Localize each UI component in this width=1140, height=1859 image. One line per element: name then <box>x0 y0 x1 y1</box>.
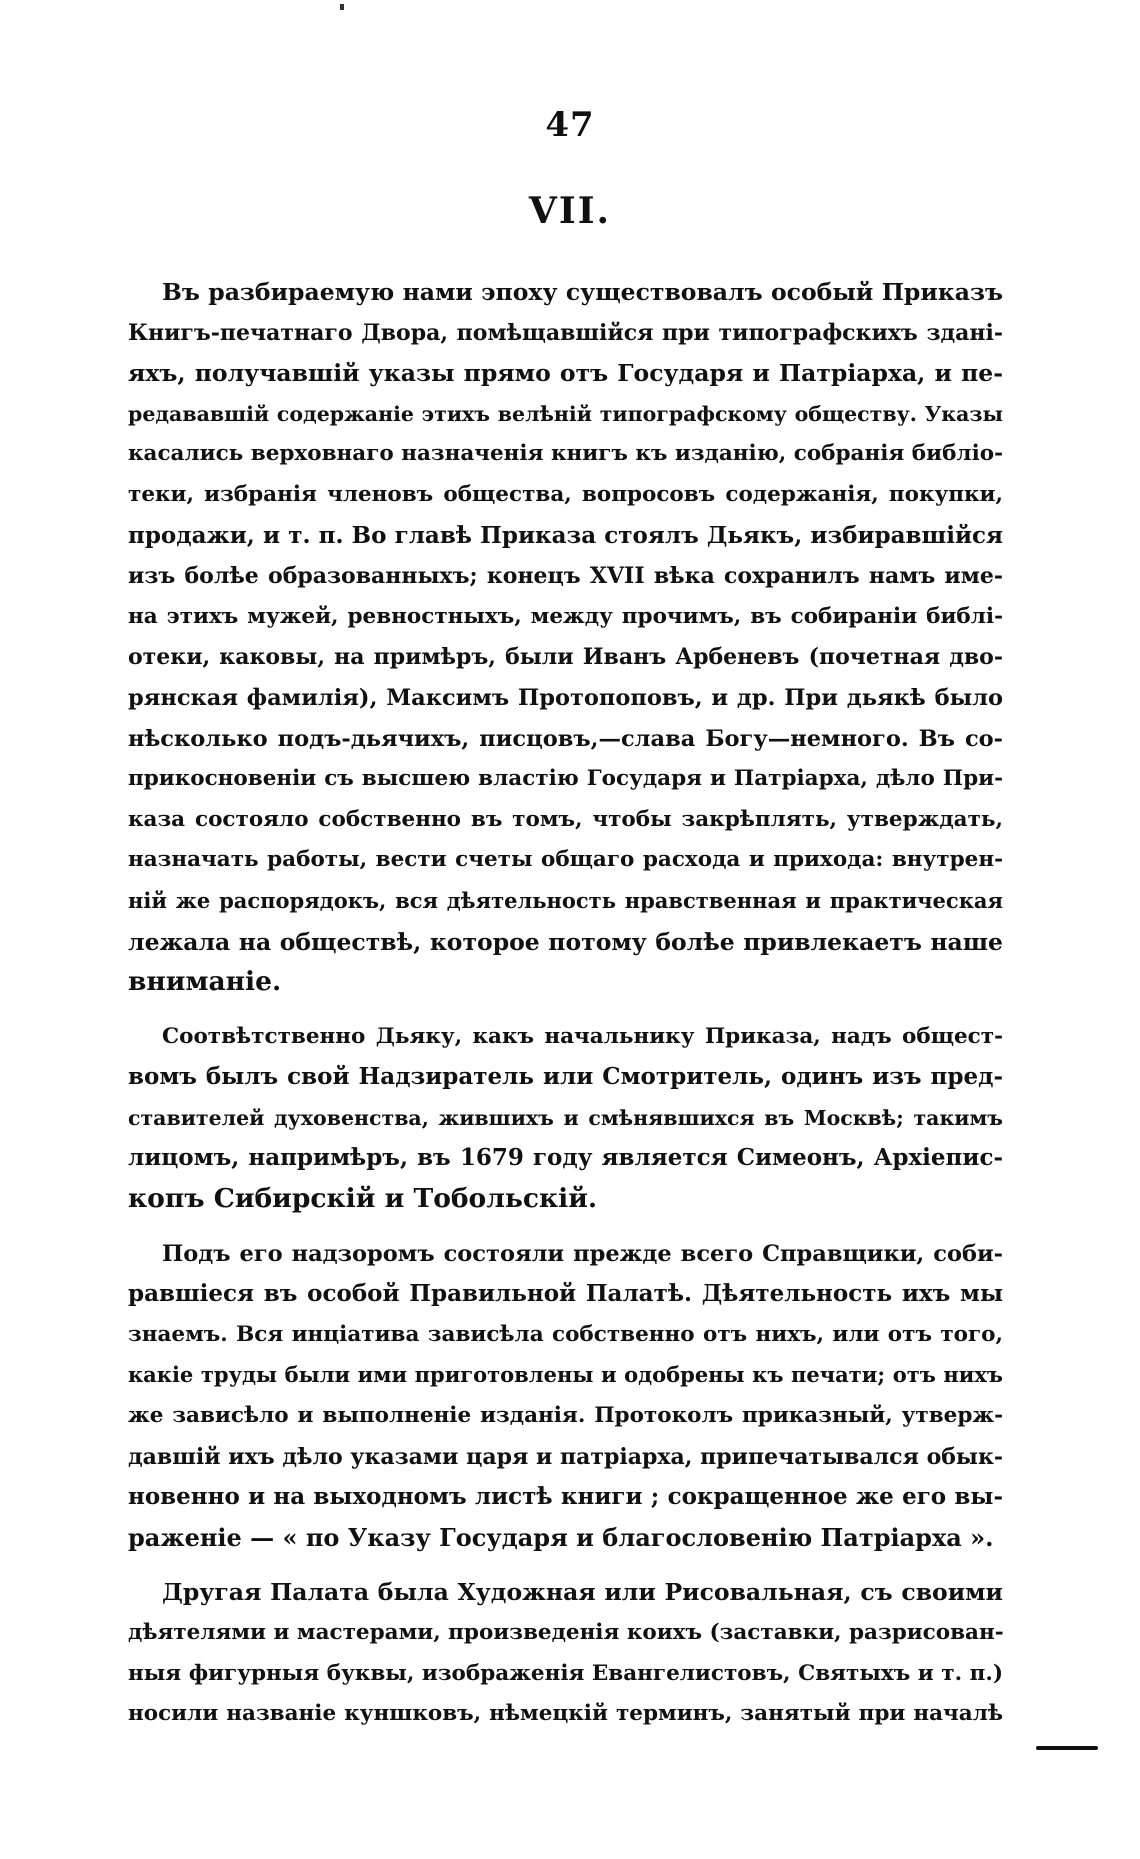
text-line: раженіе — « по Указу Государя и благословенію Патріарха ». <box>128 1522 994 1552</box>
text-line: яхъ, получавшій указы прямо отъ Государя и Патріарха, и пе- <box>128 359 1003 388</box>
text-line: изъ болѣе образованныхъ; конецъ XVII вѣка сохранилъ намъ име- <box>128 563 1003 590</box>
text-line: прикосновеніи съ высшею властію Государя и Патріарха, дѣло При- <box>128 766 1003 792</box>
margin-dash-mark <box>1036 1746 1098 1750</box>
text-line: назначать работы, вести счеты общаго расхода и прихода: внутрен- <box>128 847 1003 873</box>
text-line: редававшій содержаніе этихъ велѣній типографскому обществу. Указы <box>128 401 1003 426</box>
text-line: Подъ его надзоромъ состояли прежде всего Справщики, соби- <box>162 1240 1003 1267</box>
text-line: нѣсколько подъ-дьячихъ, писцовъ,—слава Богу—немного. Въ со- <box>128 725 1003 752</box>
text-line: знаемъ. Вся инціатива зависѣла собственно отъ нихъ, или отъ того, <box>128 1321 1003 1347</box>
text-line: лежала на обществѣ, которое потому болѣе привлекаетъ наше <box>128 927 1003 956</box>
text-line: лицомъ, напримѣръ, въ 1679 году является Симеонъ, Архіепис- <box>128 1144 1003 1172</box>
text-line: теки, избранія членовъ общества, вопросовъ содержанія, покупки, <box>128 481 1003 507</box>
text-line: копъ Сибирскій и Тобольскій. <box>128 1183 598 1215</box>
text-line: касались верховнаго назначенія книгъ къ изданію, собранія библіо- <box>128 441 1003 467</box>
text-line: Въ разбираемую нами эпоху существовалъ особый Приказъ <box>162 278 1003 306</box>
text-line: Книгъ-печатнаго Двора, помѣщавшійся при типографскихъ зданi- <box>128 319 1003 346</box>
text-line: рянская фамилія), Максимъ Протопоповъ, и др. При дьякѣ было <box>128 684 1003 711</box>
text-line: Соотвѣтственно Дьяку, какъ начальнику Приказа, надъ общест- <box>162 1023 1003 1049</box>
text-line: ній же распорядокъ, вся дѣятельность нравственная и практическая <box>128 887 1003 913</box>
text-line: продажи, и т. п. Во главѣ Приказа стоялъ Дьякъ, избиравшійся <box>128 521 1003 549</box>
text-line: новенно и на выходномъ листѣ книги ; сокращенное же его вы- <box>128 1483 1003 1511</box>
page-number: 47 <box>545 105 595 145</box>
text-line: вниманіе. <box>128 966 282 998</box>
text-line: же зависѣло и выполненіе изданія. Протоколъ приказный, утверж- <box>128 1403 1003 1429</box>
text-line: вомъ былъ свой Надзиратель или Смотритель, одинъ изъ пред- <box>128 1063 1003 1091</box>
text-line: на этихъ мужей, ревностныхъ, между прочимъ, въ собираніи библі- <box>128 603 1003 629</box>
text-line: отеки, каковы, на примѣръ, были Иванъ Арбеневъ (почетная дво- <box>128 644 1003 671</box>
chapter-heading: VII. <box>528 190 612 232</box>
body-text <box>128 272 1003 1735</box>
text-line: давшій ихъ дѣло указами царя и патріарха, припечатывался обык- <box>128 1443 1003 1470</box>
text-line: какіе труды были ими приготовлены и одобрены къ печати; отъ нихъ <box>128 1362 1003 1388</box>
text-line: каза состояло собственно въ томъ, чтобы закрѣплять, утверждать, <box>128 806 1003 832</box>
text-line: равшіеся въ особой Правильной Палатѣ. Дѣятельность ихъ мы <box>128 1280 1003 1308</box>
text-line: носили названіе куншковъ, нѣмецкій терминъ, занятый при началѣ <box>128 1701 1003 1727</box>
text-line: ставителей духовенства, жившихъ и смѣнявшихся въ Москвѣ; такимъ <box>128 1105 1003 1130</box>
scan-speck <box>340 4 344 10</box>
text-line: дѣятелями и мастерами, произведенія коихъ (заставки, разрисован- <box>128 1620 1004 1645</box>
text-line: Другая Палата была Художная или Рисовальная, съ своими <box>162 1578 1003 1607</box>
text-line: ныя фигурныя буквы, изображенія Евангелистовъ, Святыхъ и т. п.) <box>128 1660 1003 1686</box>
